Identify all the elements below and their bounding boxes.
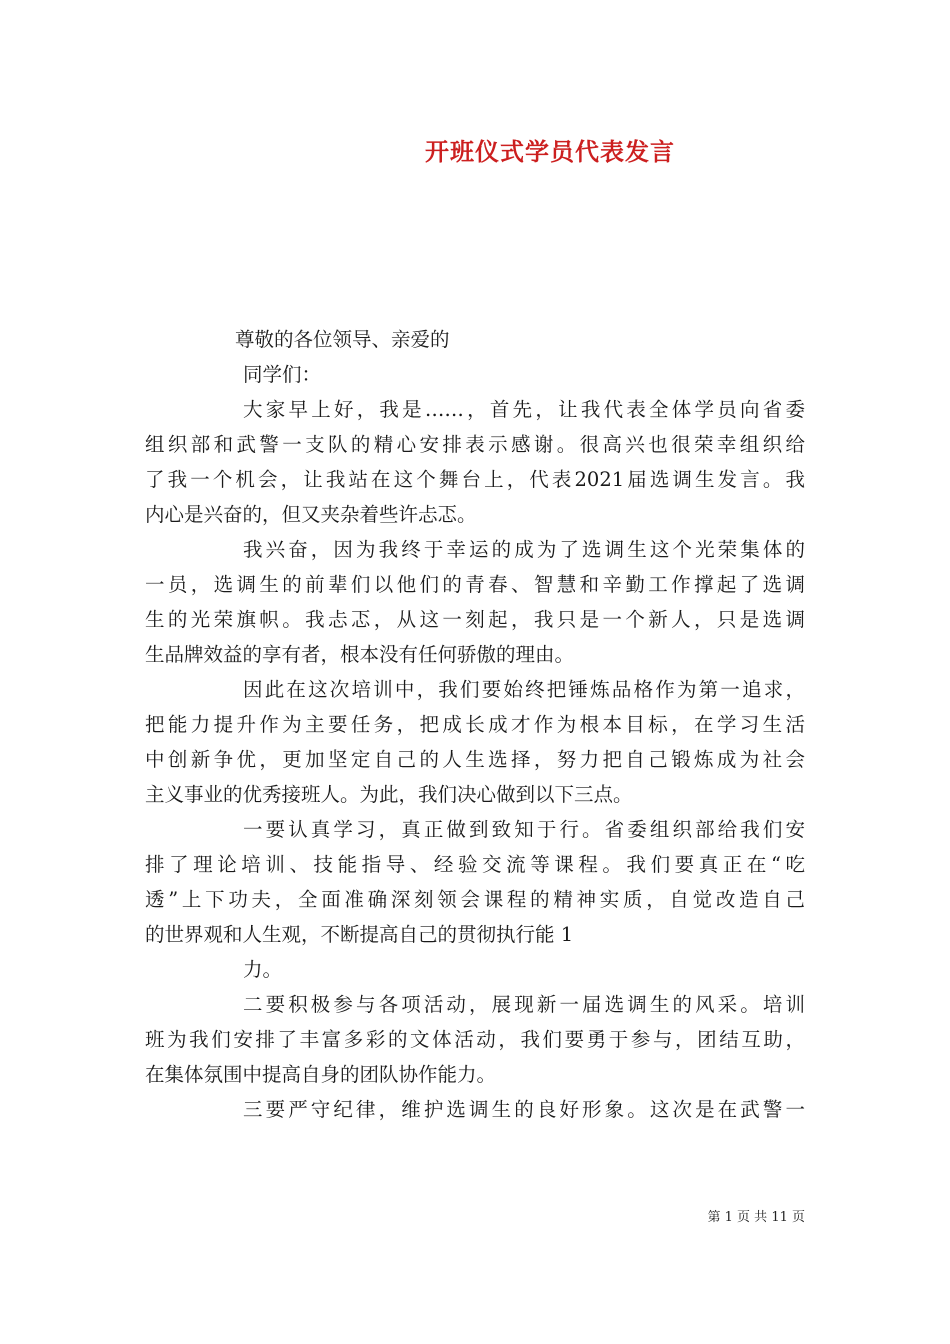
- body-line: 尊敬的各位领导、亲爱的: [235, 328, 450, 351]
- body-line: 内心是兴奋的，但又夹杂着些许忐忑。: [145, 503, 477, 526]
- body-line: 一要认真学习，真正做到致知于行。省委组织部给我们安: [243, 818, 805, 841]
- body-line: 组织部和武警一支队的精心安排表示感谢。很高兴也很荣幸组织给: [145, 433, 805, 456]
- page-footer: 第 1 页 共 11 页: [707, 1210, 805, 1225]
- body-line: 的世界观和人生观，不断提高自己的贯彻执行能 1: [145, 923, 574, 946]
- body-line: 生品牌效益的享有者，根本没有任何骄傲的理由。: [145, 643, 575, 666]
- document-title: 开班仪式学员代表发言: [425, 138, 675, 166]
- body-line: 生的光荣旗帜。我忐忑，从这一刻起，我只是一个新人，只是选调: [145, 608, 805, 631]
- body-line: 力。: [243, 958, 283, 981]
- body-line: 中创新争优，更加坚定自己的人生选择，努力把自己锻炼成为社会: [145, 748, 805, 771]
- body-line: 主义事业的优秀接班人。为此，我们决心做到以下三点。: [145, 783, 633, 806]
- body-line: 我兴奋，因为我终于幸运的成为了选调生这个光荣集体的: [243, 538, 805, 561]
- body-line: 因此在这次培训中，我们要始终把锤炼品格作为第一追求，: [243, 678, 805, 701]
- body-line: 了我一个机会，让我站在这个舞台上，代表2021届选调生发言。我: [145, 468, 805, 491]
- body-line: 在集体氛围中提高自身的团队协作能力。: [145, 1063, 497, 1086]
- body-line: 二要积极参与各项活动，展现新一届选调生的风采。培训: [243, 993, 805, 1016]
- body-line: 班为我们安排了丰富多彩的文体活动，我们要勇于参与，团结互助，: [145, 1028, 805, 1051]
- document-body: [145, 322, 805, 1127]
- body-line: 排了理论培训、技能指导、经验交流等课程。我们要真正在“吃: [145, 853, 805, 876]
- body-line: 透”上下功夫，全面准确深刻领会课程的精神实质，自觉改造自己: [145, 888, 805, 911]
- body-line: 把能力提升作为主要任务，把成长成才作为根本目标，在学习生活: [145, 713, 805, 736]
- body-line: 同学们：: [243, 363, 322, 386]
- body-line: 三要严守纪律，维护选调生的良好形象。这次是在武警一: [243, 1098, 805, 1121]
- body-line: 一员，选调生的前辈们以他们的青春、智慧和辛勤工作撑起了选调: [145, 573, 805, 596]
- body-line: 大家早上好，我是……，首先，让我代表全体学员向省委: [243, 398, 805, 421]
